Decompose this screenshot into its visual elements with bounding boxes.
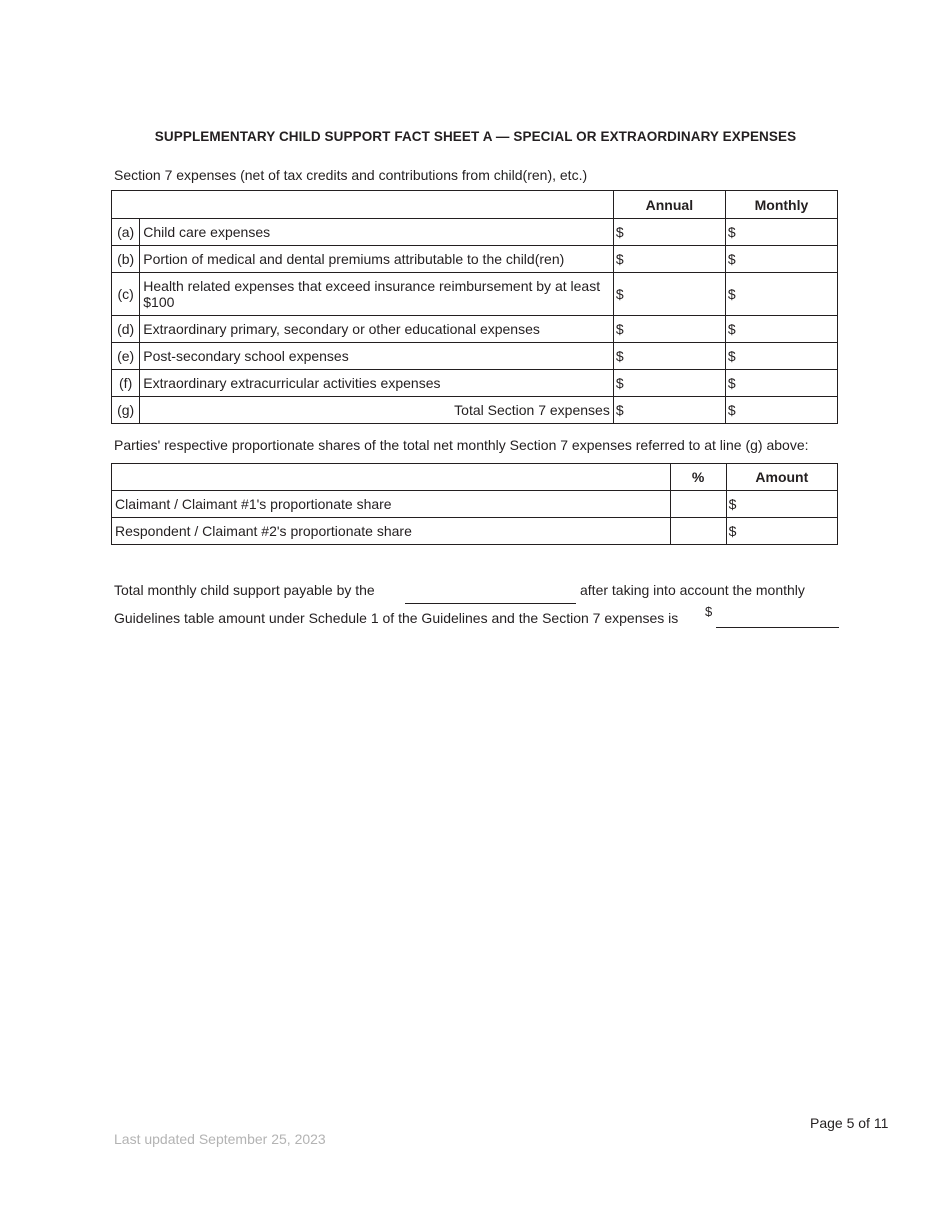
total-support-amount-field[interactable] (716, 627, 839, 628)
annual-amount-field[interactable]: $ (613, 219, 725, 246)
total-annual-field[interactable]: $ (613, 397, 725, 424)
header-blank-cell (112, 464, 671, 491)
table-row (112, 246, 838, 273)
row-letter: (a) (112, 219, 140, 246)
table-header-row (112, 191, 838, 219)
annual-header: Annual (613, 191, 725, 219)
header-blank-cell (112, 191, 614, 219)
document-title: SUPPLEMENTARY CHILD SUPPORT FACT SHEET A — SPECIAL OR EXTRAORDINARY EXPENSES (154, 129, 797, 144)
row-letter: (c) (112, 273, 140, 316)
row-label: Extraordinary extracurricular activities expenses (140, 370, 614, 397)
table-row (112, 316, 838, 343)
amount-field[interactable]: $ (726, 491, 837, 518)
row-label: Respondent / Claimant #2's proportionate share (112, 518, 671, 545)
row-letter: (d) (112, 316, 140, 343)
section7-expenses-table (111, 190, 838, 424)
summary-text-part2: after taking into account the monthly (580, 582, 805, 598)
table-header-row (112, 464, 838, 491)
row-label: Claimant / Claimant #1's proportionate share (112, 491, 671, 518)
monthly-amount-field[interactable]: $ (725, 273, 837, 316)
monthly-amount-field[interactable]: $ (725, 316, 837, 343)
row-letter: (e) (112, 343, 140, 370)
monthly-amount-field[interactable]: $ (725, 370, 837, 397)
row-letter: (g) (112, 397, 140, 424)
amount-header: Amount (726, 464, 837, 491)
row-letter: (f) (112, 370, 140, 397)
table-row (112, 370, 838, 397)
section7-intro: Section 7 expenses (net of tax credits and contributions from child(ren), etc.) (114, 167, 588, 183)
row-label: Extraordinary primary, secondary or other educational expenses (140, 316, 614, 343)
monthly-amount-field[interactable]: $ (725, 246, 837, 273)
row-label: Health related expenses that exceed insurance reimbursement by at least $100 (140, 273, 614, 316)
annual-amount-field[interactable]: $ (613, 370, 725, 397)
annual-amount-field[interactable]: $ (613, 273, 725, 316)
table-row (112, 219, 838, 246)
monthly-amount-field[interactable]: $ (725, 343, 837, 370)
percent-field[interactable] (670, 491, 726, 518)
annual-amount-field[interactable]: $ (613, 316, 725, 343)
monthly-header: Monthly (725, 191, 837, 219)
row-letter: (b) (112, 246, 140, 273)
table-row (112, 491, 838, 518)
percent-field[interactable] (670, 518, 726, 545)
table-row (112, 273, 838, 316)
percent-header: % (670, 464, 726, 491)
annual-amount-field[interactable]: $ (613, 246, 725, 273)
page-number: Page 5 of 11 (810, 1115, 889, 1131)
shares-intro: Parties' respective proportionate shares of the total net monthly Section 7 expenses referred to at line (g) above: (114, 437, 809, 453)
summary-text-part1: Total monthly child support payable by the (114, 582, 375, 598)
row-label: Post-secondary school expenses (140, 343, 614, 370)
total-monthly-field[interactable]: $ (725, 397, 837, 424)
payor-name-field[interactable] (405, 603, 576, 604)
total-row (112, 397, 838, 424)
last-updated: Last updated September 25, 2023 (114, 1131, 326, 1147)
summary-currency: $ (705, 604, 713, 619)
table-row (112, 343, 838, 370)
amount-field[interactable]: $ (726, 518, 837, 545)
row-label: Portion of medical and dental premiums attributable to the child(ren) (140, 246, 614, 273)
annual-amount-field[interactable]: $ (613, 343, 725, 370)
row-label: Child care expenses (140, 219, 614, 246)
monthly-amount-field[interactable]: $ (725, 219, 837, 246)
total-label: Total Section 7 expenses (140, 397, 614, 424)
summary-text-part3: Guidelines table amount under Schedule 1 of the Guidelines and the Section 7 expenses is (114, 610, 679, 626)
proportionate-shares-table (111, 463, 838, 545)
table-row (112, 518, 838, 545)
